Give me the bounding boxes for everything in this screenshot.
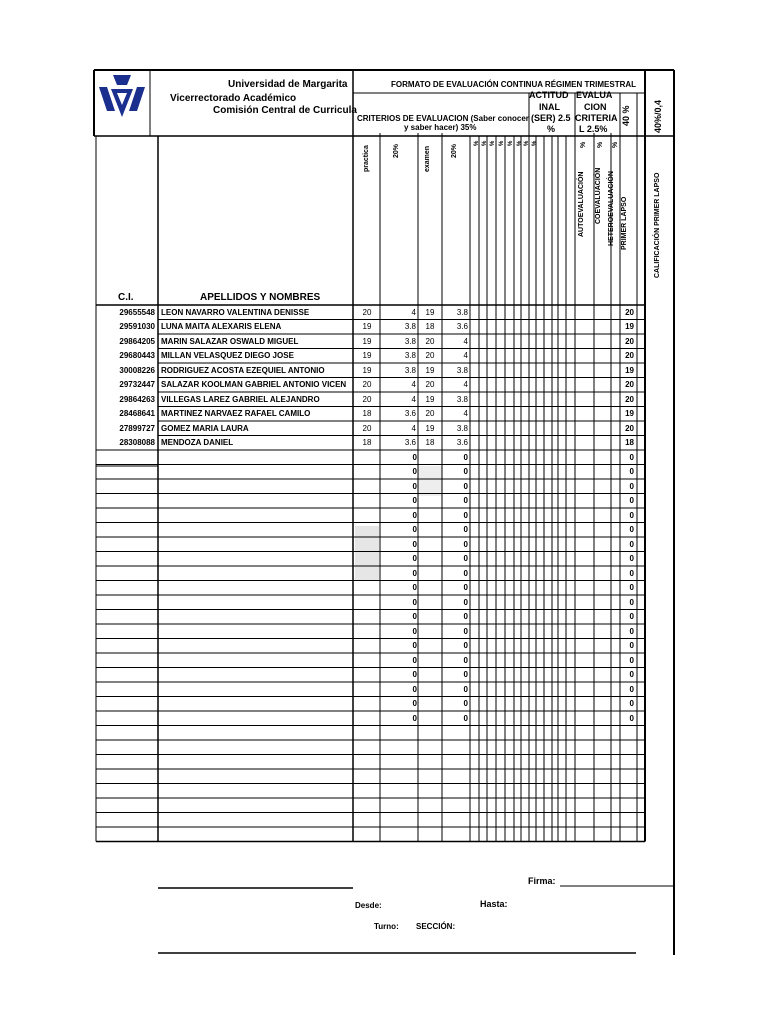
practica-20pct-value: 0 [412, 670, 417, 679]
primer-lapso-value: 0 [629, 583, 634, 592]
coev-pct: % [597, 141, 604, 148]
practica-20pct-value: 0 [412, 684, 417, 694]
practica-20pct-value: 3.6 [404, 409, 416, 418]
practica-value: 20 [362, 307, 372, 317]
examen-value: 20 [425, 409, 435, 418]
examen-20pct-value: 0 [463, 583, 468, 592]
pct-small-header: % [524, 140, 530, 146]
primer-lapso-value: 18 [625, 438, 634, 447]
examen-value: 19 [425, 365, 435, 375]
examen-20pct-value: 4 [463, 336, 468, 346]
practica-20pct-value: 0 [412, 467, 417, 476]
examen-value: 19 [425, 307, 435, 317]
primer-lapso-value: 0 [629, 481, 634, 491]
actitud-line2: INAL [539, 102, 560, 112]
examen-20pct-value: 0 [463, 713, 468, 723]
practica-value: 20 [362, 423, 372, 433]
actitud-line4: % [547, 124, 556, 134]
student-name: MARTINEZ NARVAEZ RAFAEL CAMILO [161, 410, 311, 418]
primer-lapso-value: 0 [629, 713, 634, 723]
student-name: VILLEGAS LAREZ GABRIEL ALEJANDRO [161, 395, 320, 404]
practica-header: practica [363, 145, 370, 172]
examen-20pct-value: 0 [463, 597, 468, 607]
pct20-b-header: 20% [451, 143, 458, 158]
calificacion-header: CALIFICACIÓN PRIMER LAPSO [654, 172, 661, 278]
practica-20pct-value: 0 [412, 655, 417, 665]
examen-20pct-value: 3.6 [456, 438, 468, 447]
examen-20pct-value: 4 [463, 380, 468, 389]
primer-lapso-value: 0 [629, 467, 634, 476]
student-ci: 27899727 [119, 423, 155, 433]
practica-20pct-value: 4 [411, 394, 416, 404]
pct20-a-header: 20% [393, 143, 400, 158]
primer-lapso-value: 19 [625, 365, 634, 375]
shaded-cell [355, 526, 379, 581]
actitud-line1: ACTITUD [529, 90, 569, 100]
evalua-line2: CION [584, 102, 607, 112]
practica-20pct-value: 0 [412, 496, 417, 505]
examen-20pct-value: 0 [463, 655, 468, 665]
practica-20pct-value: 4 [411, 423, 416, 433]
pct-small-header: % [499, 140, 505, 146]
commission: Comisión Central de Curricula [213, 105, 357, 116]
examen-20pct-value: 0 [463, 612, 468, 621]
firma-label: Firma: [528, 876, 556, 886]
pct40-04-label: 40%/0,4 [653, 99, 663, 133]
primer-lapso-value: 0 [629, 554, 634, 563]
student-ci: 28308088 [119, 438, 155, 447]
student-name: MENDOZA DANIEL [161, 439, 234, 447]
primer-lapso-value: 0 [629, 568, 634, 578]
practica-20pct-value: 0 [412, 481, 417, 491]
ci-header: C.I. [118, 292, 134, 303]
practica-value: 18 [362, 409, 372, 418]
practica-value: 19 [362, 365, 372, 375]
pct-small-header: % [532, 140, 538, 146]
evalua-line3: CRITERIA [575, 113, 618, 123]
format-title: FORMATO DE EVALUACIÓN CONTINUA RÉGIMEN TRIMESTRAL [391, 80, 637, 89]
student-name: MARIN SALAZAR OSWALD MIGUEL [161, 337, 299, 346]
turno-label: Turno: [374, 922, 399, 931]
criteria-line2: y saber hacer) 35% [404, 123, 477, 132]
examen-20pct-value: 0 [463, 670, 468, 679]
primer-lapso-value: 19 [625, 409, 634, 418]
examen-value: 18 [425, 438, 435, 447]
auto-pct: % [580, 141, 587, 148]
heteroevaluacion-header: HETEROEVALUACIÓN [608, 171, 615, 246]
practica-20pct-value: 4 [411, 307, 416, 317]
practica-20pct-value: 0 [412, 568, 417, 578]
practica-20pct-value: 0 [412, 452, 417, 462]
examen-20pct-value: 0 [463, 626, 468, 636]
practica-20pct-value: 0 [412, 554, 417, 563]
examen-20pct-value: 3.8 [456, 307, 468, 317]
examen-value: 20 [425, 351, 435, 360]
pct-small-header: % [482, 140, 488, 146]
practica-value: 19 [362, 336, 372, 346]
primer-lapso-value: 0 [629, 684, 634, 694]
examen-value: 18 [425, 322, 435, 331]
examen-20pct-value: 0 [463, 496, 468, 505]
primer-lapso-value: 20 [625, 351, 634, 360]
student-ci: 28468641 [119, 409, 155, 418]
primer-lapso-value: 20 [625, 336, 634, 346]
names-header: APELLIDOS Y NOMBRES [200, 292, 321, 303]
examen-value: 20 [425, 380, 435, 389]
student-ci: 29591030 [119, 322, 155, 331]
pct-small-header: % [474, 140, 480, 146]
student-name: MILLAN VELÁSQUEZ DIEGO JOSÉ [161, 352, 294, 360]
primer-lapso-header: PRIMER LAPSO [621, 196, 628, 250]
actitud-line3: (SER) 2.5 [531, 113, 571, 123]
coevaluacion-header: COEVALUACIÓN [595, 167, 602, 224]
primer-lapso-value: 20 [625, 380, 634, 389]
practica-value: 19 [362, 351, 372, 360]
student-ci: 29655548 [119, 307, 155, 317]
practica-20pct-value: 0 [412, 641, 417, 650]
practica-20pct-value: 0 [412, 510, 417, 520]
student-ci: 29732447 [119, 380, 155, 389]
practica-20pct-value: 0 [412, 525, 417, 534]
pct-small-header: % [508, 140, 514, 146]
student-ci: 29680443 [119, 351, 155, 360]
examen-20pct-value: 0 [463, 452, 468, 462]
examen-20pct-value: 3.6 [456, 322, 468, 331]
student-name: LUNA MAITA ALEXARIS ELENA [161, 323, 282, 331]
examen-20pct-value: 0 [463, 641, 468, 650]
logo-icon [97, 71, 147, 121]
practica-value: 20 [362, 394, 372, 404]
practica-20pct-value: 0 [412, 713, 417, 723]
practica-value: 20 [362, 380, 372, 389]
university-logo [97, 71, 147, 121]
practica-20pct-value: 3.8 [404, 351, 416, 360]
pct-small-header: % [490, 140, 496, 146]
primer-lapso-value: 0 [629, 626, 634, 636]
primer-lapso-value: 0 [629, 655, 634, 665]
practica-20pct-value: 0 [412, 626, 417, 636]
primer-lapso-value: 0 [629, 496, 634, 505]
examen-20pct-value: 0 [463, 684, 468, 694]
practica-20pct-value: 3.8 [404, 322, 416, 331]
student-name: LEON NAVARRO VALENTINA DENISSE [161, 308, 310, 317]
practica-20pct-value: 0 [412, 612, 417, 621]
university-name: Universidad de Margarita [228, 79, 348, 90]
criteria-line1: CRITERIOS DE EVALUACION (Saber conocer [357, 114, 529, 123]
practica-20pct-value: 3.8 [404, 336, 416, 346]
primer-lapso-value: 0 [629, 670, 634, 679]
examen-20pct-value: 0 [463, 467, 468, 476]
practica-20pct-value: 0 [412, 597, 417, 607]
practica-20pct-value: 4 [411, 380, 416, 389]
examen-20pct-value: 0 [463, 699, 468, 708]
examen-20pct-value: 3.8 [456, 394, 468, 404]
practica-value: 19 [362, 322, 372, 331]
primer-lapso-value: 0 [629, 612, 634, 621]
student-ci: 30008226 [119, 365, 155, 375]
het-pct: % [612, 141, 619, 148]
student-name: GOMEZ MARIA LAURA [161, 424, 249, 433]
examen-20pct-value: 3.8 [456, 423, 468, 433]
practica-20pct-value: 3.6 [404, 438, 416, 447]
primer-lapso-value: 0 [629, 597, 634, 607]
examen-20pct-value: 4 [463, 351, 468, 360]
primer-lapso-value: 20 [625, 423, 634, 433]
primer-lapso-value: 0 [629, 699, 634, 708]
primer-lapso-value: 0 [629, 525, 634, 534]
examen-value: 20 [425, 336, 435, 346]
primer-lapso-value: 20 [625, 394, 634, 404]
examen-value: 19 [425, 423, 435, 433]
practica-20pct-value: 0 [412, 699, 417, 708]
primer-lapso-value: 0 [629, 641, 634, 650]
student-ci: 29864263 [119, 394, 155, 404]
primer-lapso-value: 0 [629, 510, 634, 520]
pct-small-header: % [517, 140, 523, 146]
examen-value: 19 [425, 394, 435, 404]
examen-20pct-value: 0 [463, 510, 468, 520]
practica-value: 18 [362, 438, 372, 447]
examen-20pct-value: 0 [463, 554, 468, 563]
examen-header: examen [424, 145, 431, 172]
examen-20pct-value: 0 [463, 568, 468, 578]
primer-lapso-value: 0 [629, 539, 634, 549]
seccion-label: SECCIÓN: [416, 922, 456, 931]
examen-20pct-value: 4 [463, 409, 468, 418]
student-name: SALAZAR KOOLMAN GABRIEL ANTONIO VICEN [161, 381, 347, 389]
primer-lapso-value: 0 [629, 452, 634, 462]
evalua-line4: L 2.5% [579, 124, 608, 134]
examen-20pct-value: 3.8 [456, 365, 468, 375]
examen-20pct-value: 0 [463, 539, 468, 549]
primer-lapso-value: 20 [625, 307, 634, 317]
desde-label: Desde: [355, 901, 382, 910]
student-name: RODRÍGUEZ ACOSTA EZEQUIEL ANTONIO [161, 366, 325, 375]
examen-20pct-value: 0 [463, 525, 468, 534]
pct40-label: 40 % [621, 105, 631, 126]
practica-20pct-value: 0 [412, 583, 417, 592]
primer-lapso-value: 19 [625, 322, 634, 331]
autoevaluacion-header: AUTOEVALUACIÓN [578, 171, 585, 237]
examen-20pct-value: 0 [463, 481, 468, 491]
practica-20pct-value: 0 [412, 539, 417, 549]
shaded-cell [418, 466, 442, 496]
student-ci: 29864205 [119, 336, 155, 346]
evalua-line1: EVALUA [576, 90, 613, 100]
vice-rectorate: Vicerrectorado Académico [170, 93, 297, 104]
practica-20pct-value: 3.8 [404, 365, 416, 375]
hasta-label: Hasta: [480, 899, 508, 909]
